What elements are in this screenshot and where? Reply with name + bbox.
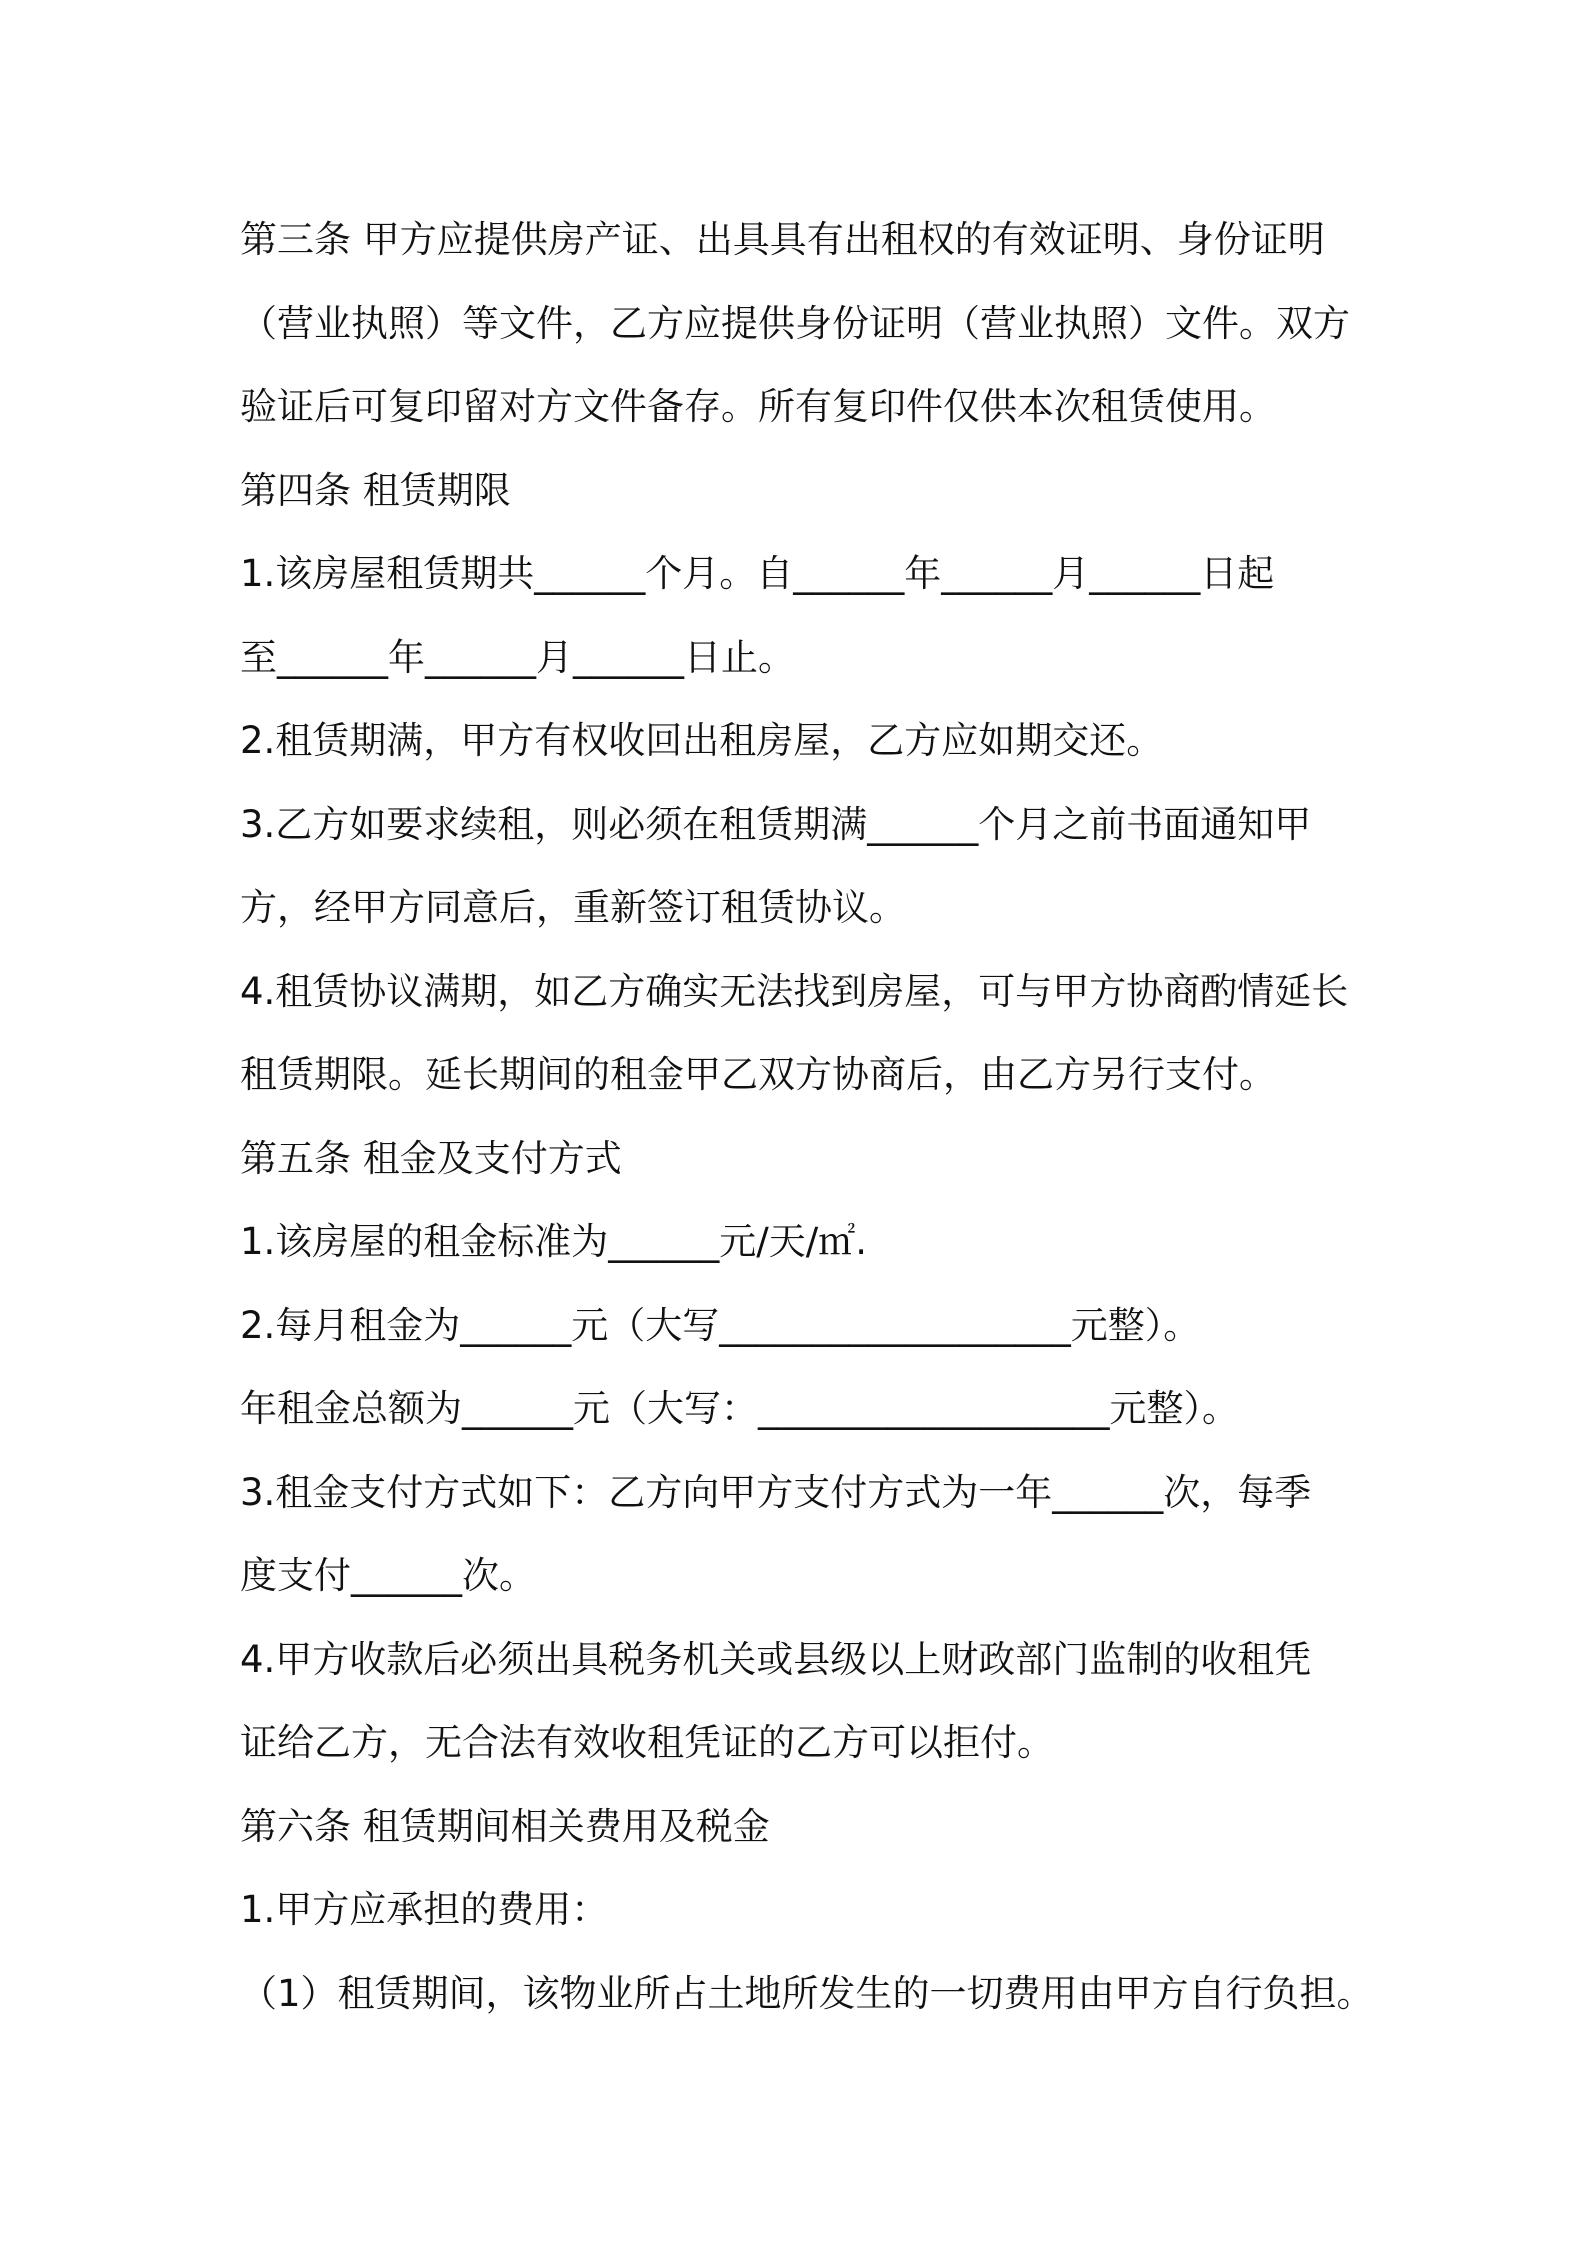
article-5-clause-3-line-2: 度支付______次。 bbox=[240, 1554, 536, 1597]
article-5-clause-2-monthly: 2.每月租金为______元（大写___________________元整）。 bbox=[240, 1303, 1201, 1347]
article-4-clause-4-line-2: 租赁期限。延长期间的租金甲乙双方协商后，由乙方另行支付。 bbox=[240, 1053, 1276, 1096]
article-4-clause-2: 2.租赁期满，甲方有权收回出租房屋，乙方应如期交还。 bbox=[240, 719, 1164, 762]
article-6-clause-1-item-1: （1）租赁期间，该物业所占土地所发生的一切费用由甲方自行负担。 bbox=[240, 1971, 1374, 2015]
article-5-clause-2-annual: 年租金总额为______元（大写：___________________元整）。 bbox=[240, 1387, 1239, 1430]
article-5-clause-4-line-1: 4.甲方收款后必须出具税务机关或县级以上财政部门监制的收租凭 bbox=[240, 1637, 1312, 1681]
document-body bbox=[240, 198, 1374, 2035]
article-5-heading: 第五条 租金及支付方式 bbox=[240, 1136, 622, 1180]
article-4-heading: 第四条 租赁期限 bbox=[240, 468, 511, 512]
article-4-clause-1-line-1: 1.该房屋租赁期共______个月。自______年______月______日起 bbox=[240, 552, 1275, 595]
article-5-clause-1: 1.该房屋的租金标准为______元/天/㎡. bbox=[240, 1220, 867, 1263]
article-4-clause-3-line-1: 3.乙方如要求续租，则必须在租赁期满______个月之前书面通知甲 bbox=[240, 802, 1312, 846]
article-3-line-2: （营业执照）等文件，乙方应提供身份证明（营业执照）文件。双方 bbox=[240, 301, 1350, 345]
article-6-heading: 第六条 租赁期间相关费用及税金 bbox=[240, 1804, 770, 1848]
article-5-clause-3-line-1: 3.租金支付方式如下：乙方向甲方支付方式为一年______次，每季 bbox=[240, 1470, 1312, 1514]
article-3-line-1: 第三条 甲方应提供房产证、出具具有出租权的有效证明、身份证明 bbox=[240, 218, 1325, 261]
article-4-clause-4-line-1: 4.租赁协议满期，如乙方确实无法找到房屋，可与甲方协商酌情延长 bbox=[240, 969, 1349, 1013]
article-3-line-3: 验证后可复印留对方文件备存。所有复印件仅供本次租赁使用。 bbox=[240, 385, 1276, 428]
article-6-clause-1: 1.甲方应承担的费用： bbox=[240, 1888, 609, 1931]
article-5-clause-4-line-2: 证给乙方，无合法有效收租凭证的乙方可以拒付。 bbox=[240, 1721, 1054, 1764]
article-4-clause-1-line-2: 至______年______月______日止。 bbox=[240, 635, 795, 679]
article-4-clause-3-line-2: 方，经甲方同意后，重新签订租赁协议。 bbox=[240, 886, 906, 929]
